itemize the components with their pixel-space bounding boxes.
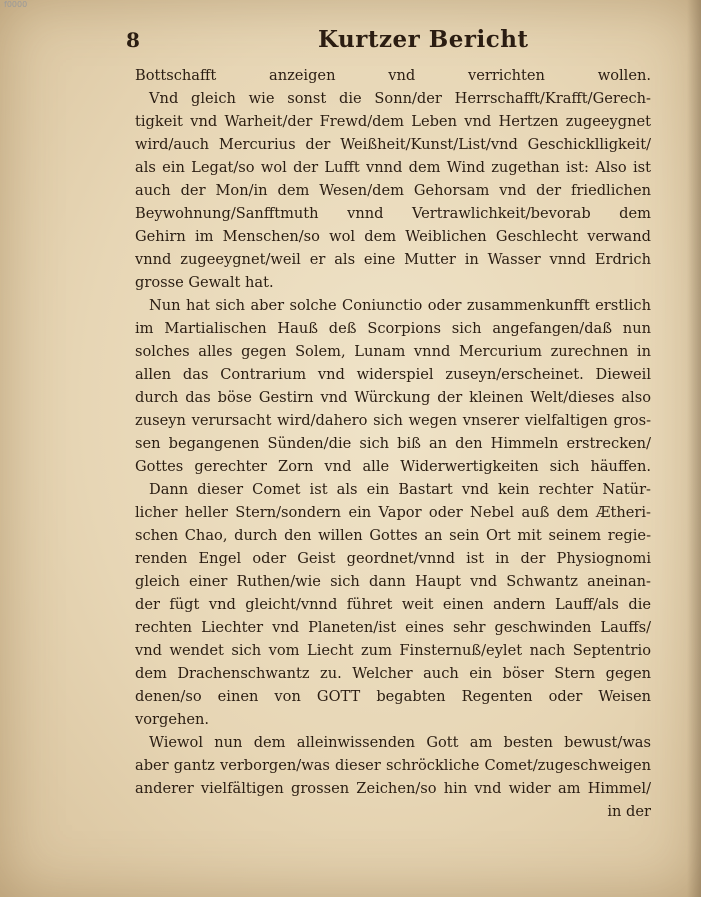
text-line: als ein Legat/so wol der Lufft vnnd dem Wind zugethan ist: Also ist [135, 159, 651, 176]
page-header [126, 26, 646, 58]
text-line: vnd wendet sich vom Liecht zum Finsternuß/eylet nach Septentrio [135, 642, 651, 659]
text-line: vorgehen. [135, 711, 210, 728]
text-line: der fügt vnd gleicht/vnnd führet weit einen andern Lauff/als die [135, 596, 651, 613]
text-line: dem Drachenschwantz zu. Welcher auch ein böser Stern gegen [135, 665, 651, 682]
text-line: licher heller Stern/sondern ein Vapor oder Nebel auß dem Ætheri- [135, 504, 651, 521]
text-line: tigkeit vnd Warheit/der Frewd/dem Leben vnd Hertzen zugeeygnet [135, 113, 651, 130]
text-line: gleich einer Ruthen/wie sich dann Haupt vnd Schwantz aneinan- [135, 573, 651, 590]
text-line: Vnd gleich wie sonst die Sonn/der Herrschafft/Krafft/Gerech- [149, 90, 651, 107]
text-line: zuseyn verursacht wird/dahero sich wegen vnserer vielfaltigen gros- [135, 412, 651, 429]
text-line: auch der Mon/in dem Wesen/dem Gehorsam vnd der friedlichen [135, 182, 651, 199]
body-text [135, 64, 651, 823]
text-line: sen begangenen Sünden/die sich biß an den Himmeln erstrecken/ [135, 435, 651, 452]
text-line: vnnd zugeeygnet/weil er als eine Mutter in Wasser vnnd Erdrich [135, 251, 651, 268]
scan-watermark: f0000 [4, 0, 28, 9]
text-line: Dann dieser Comet ist als ein Bastart vnd kein rechter Natür- [149, 481, 651, 498]
text-line: Beywohnung/Sanfftmuth vnnd Vertrawlichkeit/bevorab dem [135, 205, 651, 222]
text-line: aber gantz verborgen/was dieser schröckliche Comet/zugeschweigen [135, 757, 651, 774]
text-line: renden Engel oder Geist geordnet/vnnd ist in der Physiognomi [135, 550, 651, 567]
text-line: Wiewol nun dem alleinwissenden Gott am besten bewust/was [149, 734, 651, 751]
text-line: durch das böse Gestirn vnd Würckung der kleinen Welt/dieses also [135, 389, 651, 406]
text-line: schen Chao, durch den willen Gottes an sein Ort mit seinem regie- [135, 527, 651, 544]
text-line: Nun hat sich aber solche Coniunctio oder zusammenkunfft erstlich [149, 297, 651, 314]
text-line: Bottschafft anzeigen vnd verrichten wollen. [135, 67, 651, 84]
running-head: Kurtzer Bericht [318, 26, 529, 53]
text-line: denen/so einen von GOTT begabten Regenten oder Weisen [135, 688, 651, 705]
text-line: rechten Liechter vnd Planeten/ist eines sehr geschwinden Lauffs/ [135, 619, 651, 636]
text-line: solches alles gegen Solem, Lunam vnnd Mercurium zurechnen in [135, 343, 651, 360]
text-line: grosse Gewalt hat. [135, 274, 274, 291]
text-line: wird/auch Mercurius der Weißheit/Kunst/List/vnd Geschicklligkeit/ [135, 136, 651, 153]
catchword: in der [607, 803, 651, 820]
text-line: anderer vielfältigen grossen Zeichen/so hin vnd wider am Himmel/ [135, 780, 651, 797]
text-line: Gehirn im Menschen/so wol dem Weiblichen Geschlecht verwand [135, 228, 651, 245]
text-line: im Martialischen Hauß deß Scorpions sich angefangen/daß nun [135, 320, 651, 337]
text-line: Gottes gerechter Zorn vnd alle Widerwertigkeiten sich häuffen. [135, 458, 651, 475]
text-line: allen das Contrarium vnd widerspiel zuseyn/erscheinet. Dieweil [135, 366, 651, 383]
page-number: 8 [126, 28, 140, 52]
